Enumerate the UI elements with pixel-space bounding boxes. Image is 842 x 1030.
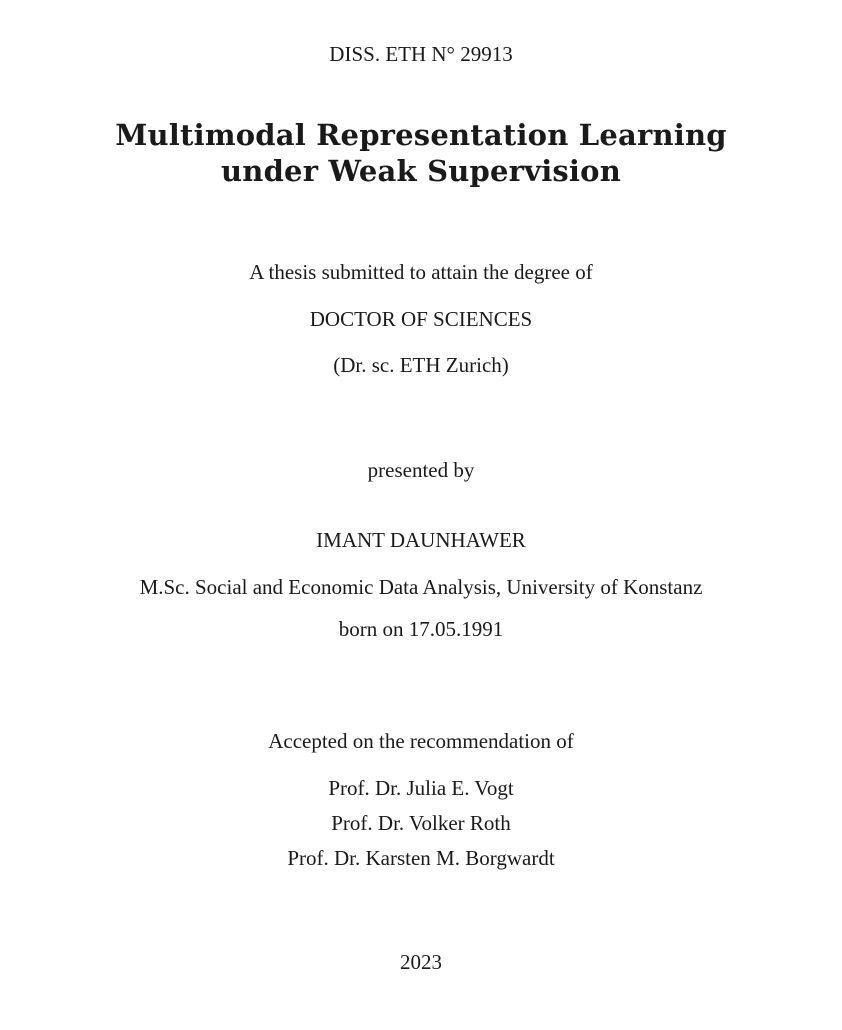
degree-name: DOCTOR OF SCIENCES [309, 307, 533, 331]
degree-intro: A thesis submitted to attain the degree of [249, 260, 593, 284]
committee-member: Prof. Dr. Karsten M. Borgwardt [287, 846, 555, 870]
thesis-title-line-2: under Weak Supervision [221, 154, 621, 188]
committee-member: Prof. Dr. Julia E. Vogt [328, 776, 514, 800]
author-prior-degree: M.Sc. Social and Economic Data Analysis, University of Konstanz [139, 575, 703, 599]
thesis-title-line-1: Multimodal Representation Learning [115, 118, 727, 152]
thesis-year: 2023 [400, 950, 442, 974]
committee-member: Prof. Dr. Volker Roth [331, 811, 511, 835]
author-birth-date: born on 17.05.1991 [338, 617, 504, 641]
presented-by-label: presented by [367, 458, 475, 482]
degree-abbreviation: (Dr. sc. ETH Zurich) [333, 353, 509, 377]
dissertation-number: DISS. ETH N° 29913 [329, 42, 513, 66]
committee-intro: Accepted on the recommendation of [268, 729, 574, 753]
author-name: IMANT DAUNHAWER [316, 528, 526, 552]
